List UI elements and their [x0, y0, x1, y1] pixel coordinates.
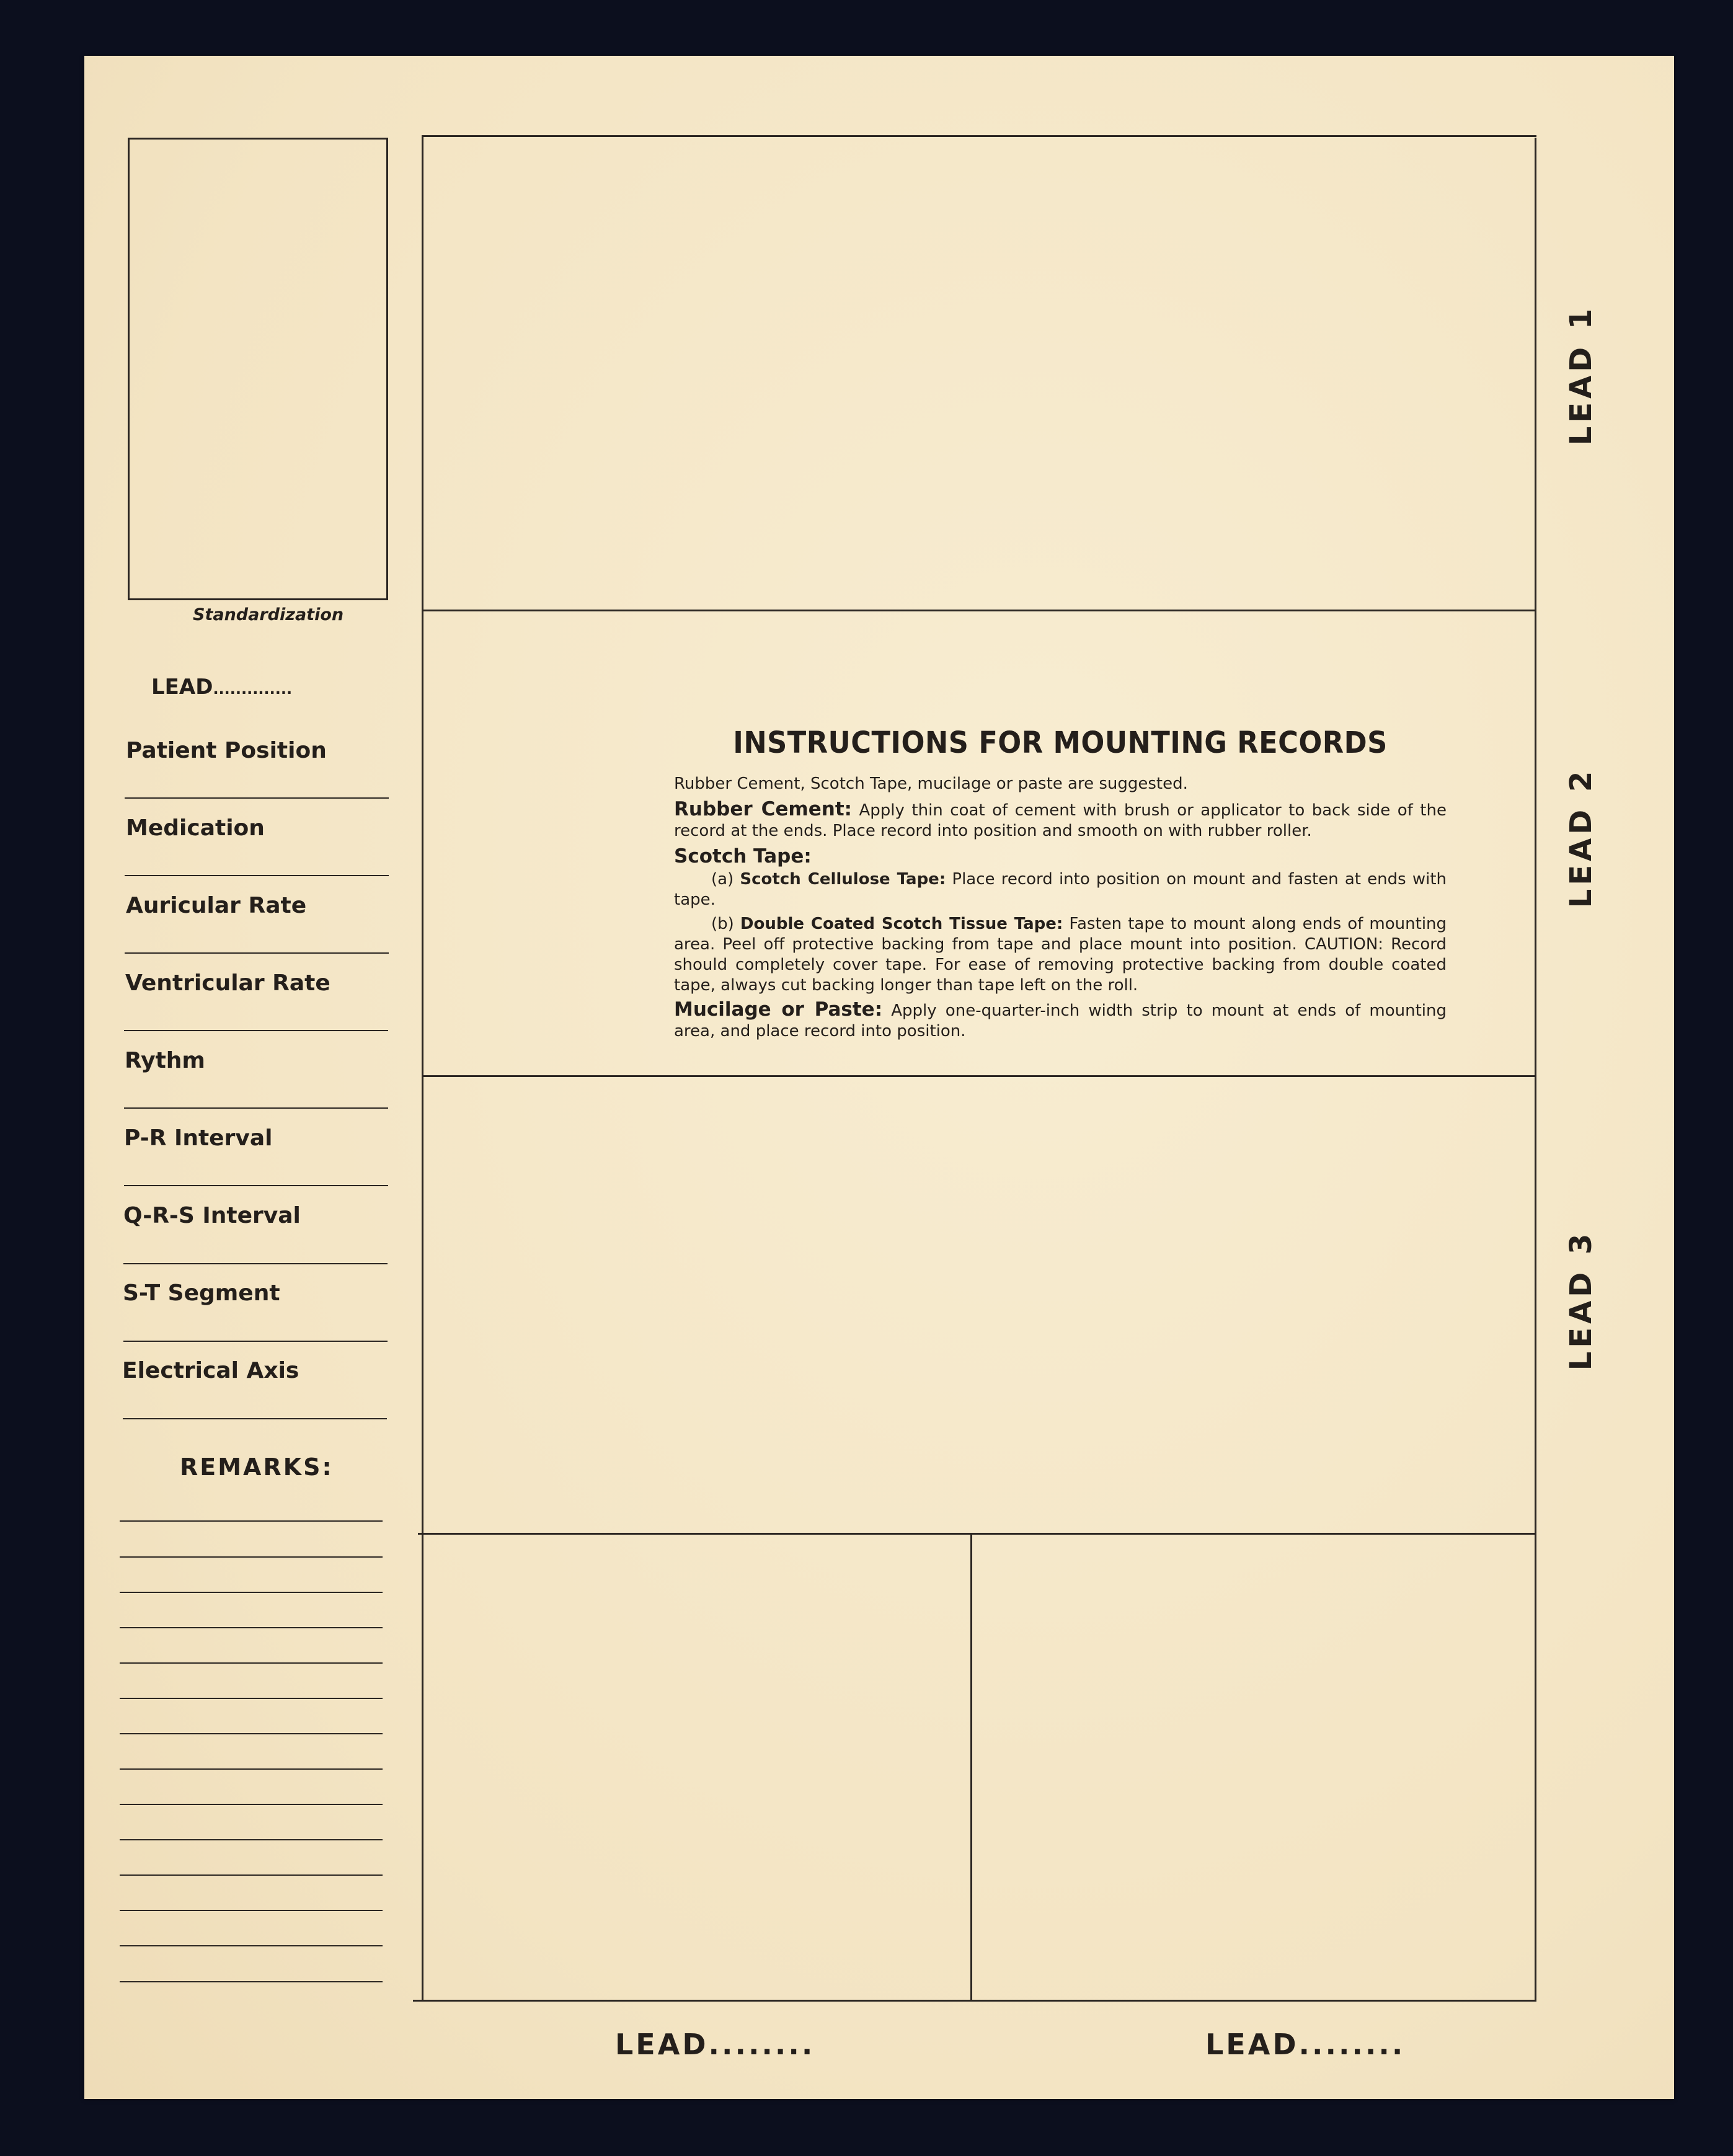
field-line: [124, 1107, 388, 1109]
remark-line: [120, 1768, 383, 1770]
field-pr-interval: P-R Interval: [124, 1125, 273, 1151]
field-st-segment: S-T Segment: [123, 1280, 280, 1306]
field-line: [124, 1185, 388, 1186]
remark-line: [120, 1627, 383, 1628]
ecg-mount-sheet: [84, 56, 1674, 2099]
instructions-title: INSTRUCTIONS FOR MOUNTING RECORDS: [733, 725, 1388, 760]
field-line: [124, 1030, 388, 1031]
bottom-right-lead-label: LEAD........: [1205, 2028, 1406, 2061]
field-line: [125, 797, 389, 799]
scotch-b-prefix: (b): [711, 915, 734, 933]
mucilage-paragraph: [674, 1000, 1447, 1042]
field-rythm: Rythm: [125, 1048, 205, 1073]
remark-line: [120, 1662, 383, 1664]
field-auricular-rate: Auricular Rate: [126, 893, 307, 918]
field-qrs-interval: Q-R-S Interval: [123, 1203, 301, 1228]
instructions-intro: Rubber Cement, Scotch Tape, mucilage or paste are suggested.: [674, 774, 1188, 793]
remarks-label: REMARKS:: [180, 1453, 334, 1481]
mount-frame-right: [1535, 138, 1536, 2002]
scotch-b-paragraph: [674, 914, 1447, 996]
field-patient-position: Patient Position: [126, 738, 327, 763]
standardization-box: [128, 138, 388, 600]
lead-field: [151, 675, 292, 699]
scotch-a-paragraph: [674, 869, 1447, 910]
remark-line: [120, 1874, 383, 1876]
scotch-a-heading: Scotch Cellulose Tape:: [740, 870, 946, 889]
lead-field-label: LEAD: [151, 675, 213, 699]
mucilage-text: Apply one-quarter-inch width strip to mount at ends of mounting area, and place record into position.: [674, 1001, 1447, 1040]
bottom-split-divider: [970, 1533, 972, 2002]
remark-line: [120, 1910, 383, 1911]
lead1-divider: [422, 610, 1536, 611]
field-line: [123, 1341, 388, 1342]
mount-frame-top: [422, 135, 1536, 137]
standardization-label: Standardization: [193, 605, 344, 624]
field-line: [125, 952, 389, 954]
remark-line: [120, 1592, 383, 1593]
field-electrical-axis: Electrical Axis: [122, 1358, 299, 1383]
remark-line: [120, 1945, 383, 1946]
lead-1-label: LEAD 1: [1564, 304, 1598, 446]
scotch-b-heading: Double Coated Scotch Tissue Tape:: [740, 915, 1063, 933]
rubber-cement-paragraph: [674, 799, 1447, 841]
mount-frame-bottom: [413, 2000, 1536, 2002]
rubber-cement-text: Apply thin coat of cement with brush or applicator to back side of the record at the ends. Place record into position and smooth on with rubber roller.: [674, 801, 1447, 840]
mount-frame-left: [422, 135, 423, 2002]
field-line: [125, 875, 389, 876]
lead-2-label: LEAD 2: [1564, 767, 1598, 908]
lead2-divider: [422, 1075, 1536, 1077]
remark-line: [120, 1981, 383, 1982]
lead-field-blank: ..............: [213, 680, 293, 698]
scotch-tape-heading: Scotch Tape:: [674, 845, 812, 867]
remark-line: [120, 1556, 383, 1558]
field-medication: Medication: [126, 815, 265, 841]
field-line: [123, 1418, 387, 1419]
remark-line: [120, 1733, 383, 1734]
lead3-divider: [418, 1533, 1536, 1535]
scotch-a-prefix: (a): [711, 870, 734, 889]
field-line: [123, 1263, 388, 1264]
remark-line: [120, 1804, 383, 1805]
field-ventricular-rate: Ventricular Rate: [125, 970, 330, 996]
instructions-panel: [674, 725, 1447, 1042]
scotch-b-text: Fasten tape to mount along ends of mounting area. Peel off protective backing from tape and place mount into position. CAUTION: Record should completely cover tape. For ease of removing protective backing from double coated tape, always cut backing longer than tape left on the roll.: [674, 915, 1447, 995]
remark-line: [120, 1520, 383, 1522]
lead-3-label: LEAD 3: [1564, 1230, 1598, 1371]
rubber-cement-heading: Rubber Cement:: [674, 798, 853, 820]
scotch-a-text: Place record into position on mount and fasten at ends with tape.: [674, 870, 1447, 909]
remark-line: [120, 1839, 383, 1840]
bottom-left-lead-label: LEAD........: [615, 2028, 815, 2061]
mucilage-heading: Mucilage or Paste:: [674, 998, 883, 1021]
remark-line: [120, 1698, 383, 1699]
